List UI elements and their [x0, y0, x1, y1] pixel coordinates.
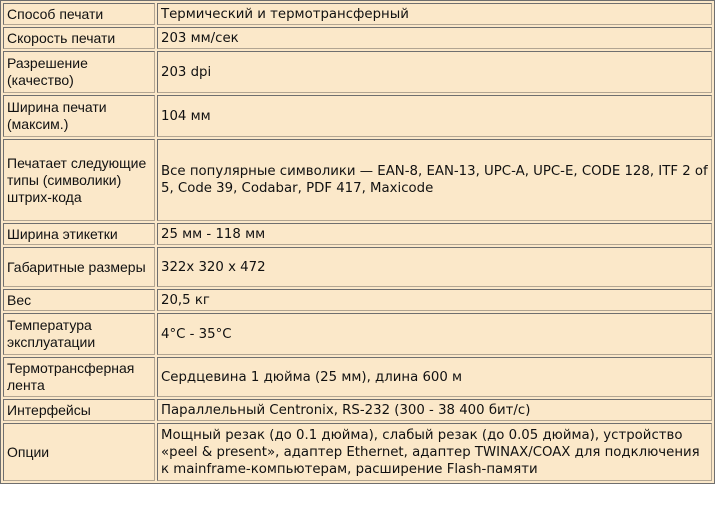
- table-row: [3, 399, 712, 421]
- row-label: Печатает следующие типы (символики) штрих-кода: [3, 139, 155, 221]
- row-label: Опции: [3, 423, 155, 481]
- table-row: [3, 139, 712, 221]
- table-row: [3, 95, 712, 137]
- table-row: [3, 357, 712, 397]
- row-label: Термотрансферная лента: [3, 357, 155, 397]
- row-label: Интерфейсы: [3, 399, 155, 421]
- row-value: 104 мм: [157, 95, 712, 137]
- row-value: 20,5 кг: [157, 289, 712, 311]
- table-row: [3, 313, 712, 355]
- table-row: [3, 27, 712, 49]
- row-label: Температура эксплуатации: [3, 313, 155, 355]
- row-label: Ширина этикетки: [3, 223, 155, 245]
- table-row: [3, 51, 712, 93]
- table-row: [3, 223, 712, 245]
- table-row: [3, 423, 712, 481]
- row-value: 4°С - 35°С: [157, 313, 712, 355]
- table-row: [3, 247, 712, 287]
- row-label: Способ печати: [3, 3, 155, 25]
- row-label: Разрешение (качество): [3, 51, 155, 93]
- row-label: Габаритные размеры: [3, 247, 155, 287]
- row-value: Параллельный Centronix, RS-232 (300 - 38 400 бит/с): [157, 399, 712, 421]
- row-value: Термический и термотрансферный: [157, 3, 712, 25]
- row-value: 203 мм/сек: [157, 27, 712, 49]
- row-value: Все популярные символики — EAN-8, EAN-13, UPC-A, UPC-E, CODE 128, ITF 2 of 5, Code 39, Codabar, PDF 417, Maxicode: [157, 139, 712, 221]
- row-value: 25 мм - 118 мм: [157, 223, 712, 245]
- row-label: Вес: [3, 289, 155, 311]
- table-row: [3, 3, 712, 25]
- row-label: Скорость печати: [3, 27, 155, 49]
- row-value: Мощный резак (до 0.1 дюйма), слабый резак (до 0.05 дюйма), устройство «peel & present», адаптер Ethernet, адаптер TWINAX/COAX для подключения к mainframe-компьютерам, расширение Flash-памяти: [157, 423, 712, 481]
- row-value: 322х 320 х 472: [157, 247, 712, 287]
- row-value: 203 dpi: [157, 51, 712, 93]
- table-row: [3, 289, 712, 311]
- row-value: Сердцевина 1 дюйма (25 мм), длина 600 м: [157, 357, 712, 397]
- row-label: Ширина печати (максим.): [3, 95, 155, 137]
